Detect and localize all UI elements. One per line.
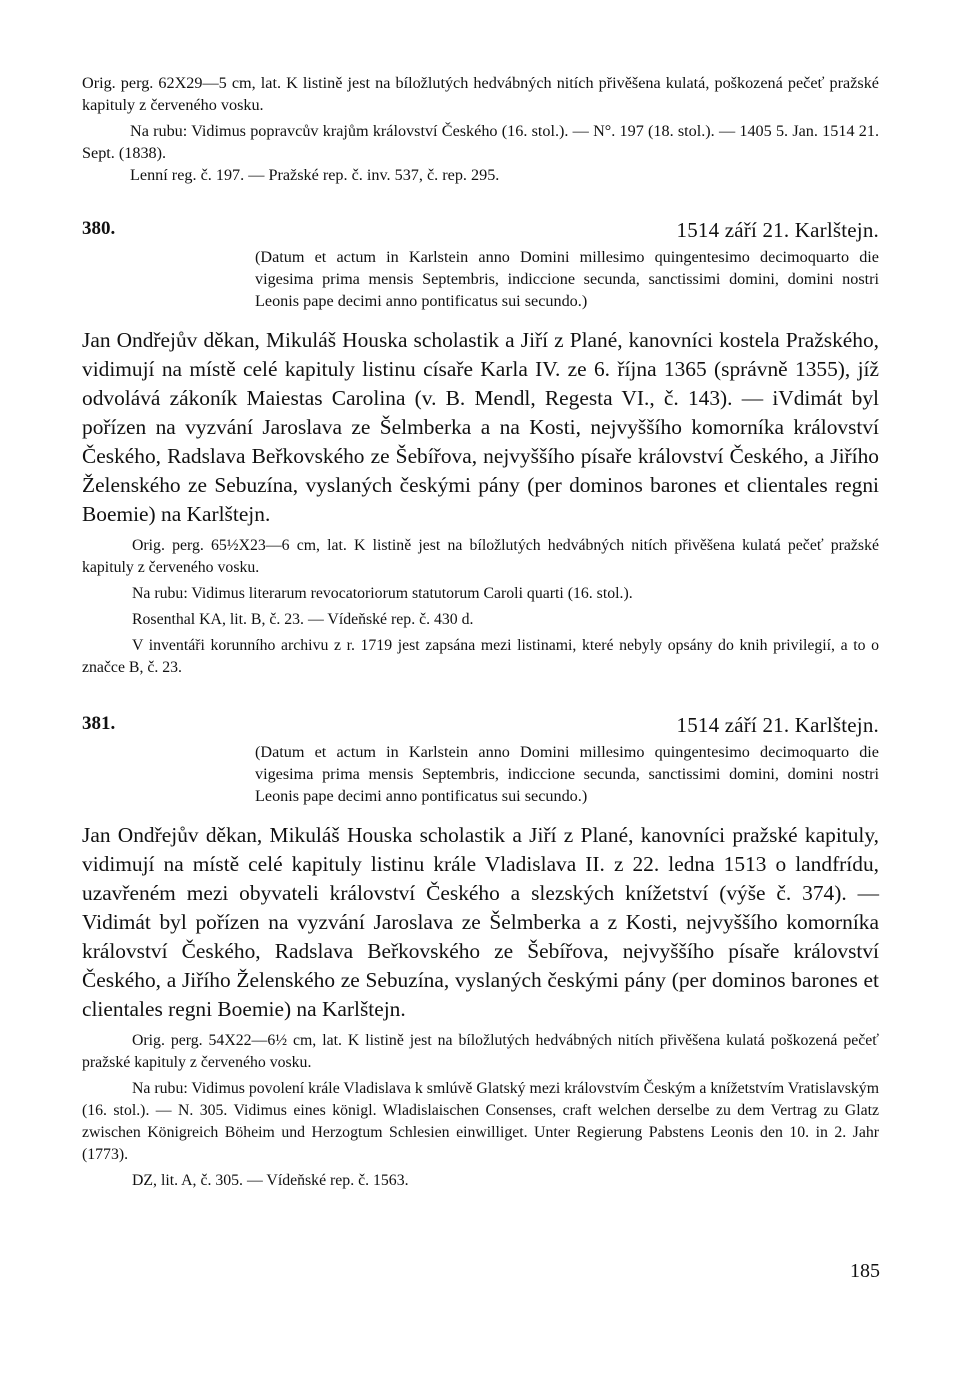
entry-number: 380.: [82, 218, 116, 239]
entry-381: [82, 713, 879, 1192]
entry-note-inventory: V inventáři korunního archivu z r. 1719 jest zapsána mezi listinami, které nebyly opsány do knih privilegií, a to o značce B, č. 23.: [82, 637, 879, 676]
previous-entry-notes: [82, 72, 879, 186]
entry-note-reverse: Na rubu: Vidimus povolení krále Vladislava k smlúvě Glatský mezi královstvím Českým a knížetstvím Vratislavským (16. stol.). — N. 305. Vidimus eines königl. Wladislaischen Consenses, craft welchen derselbe zu dem Vertrag zu Glatz zwischen Königreich Böheim und Herzogtum Schlesien einwilliget. Unter Regierung Pabstens Leonis den 10. in 2. Jahr (1773).: [82, 1080, 879, 1163]
entry-note-references: DZ, lit. A, č. 305. — Vídeňské rep. č. 1563.: [132, 1172, 409, 1189]
entry-date-place: 1514 září 21. Karlštejn.: [676, 218, 879, 242]
note-original-description: Orig. perg. 62X29—5 cm, lat. K listině jest na bíložlutých hedvábných nitích přivěšena kulatá, poškozená pečeť pražské kapituly z červeného vosku.: [82, 74, 879, 114]
note-registry-references: Lenní reg. č. 197. — Pražské rep. č. inv. 537, č. rep. 295.: [130, 166, 500, 184]
note-reverse-side: Na rubu: Vidimus popravcův krajům království Českého (16. stol.). — N°. 197 (18. stol.). — 1405 5. Jan. 1514 21. Sept. (1838).: [82, 122, 879, 162]
page-number: 185: [850, 1260, 880, 1282]
entry-regest: Jan Ondřejův děkan, Mikuláš Houska scholastik a Jiří z Plané, kanovníci kostela Pražského, vidimují na místě celé kapituly listinu císaře Karla IV. ze 6. října 1365 (správně 1355), jíž odvolává zákoník Maiestas Carolina (v. B. Mendl, Regesta VI., č. 143). — iVdimát byl pořízen na vyzvání Jaroslava ze Šelmberka a na Kosti, nejvyššího komorníka království Českého, Radslava Beřkovského ze Šebířova, nejvyššího písaře království Českého, a Jiřího Želenského ze Sebuzína, vyslaných českými pány (per dominos barones et clientales regni Boemie) na Karlštejn.: [82, 328, 879, 526]
entry-note-references: Rosenthal KA, lit. B, č. 23. — Vídeňské rep. č. 430 d.: [132, 611, 474, 628]
entry-heading: [82, 218, 879, 254]
entry-regest: Jan Ondřejův děkan, Mikuláš Houska scholastik a Jiří z Plané, kanovníci pražské kapituly, vidimují na místě celé kapituly listinu krále Vladislava II. z 22. ledna 1513 o landfrídu, uzavřeném mezi obyvateli království Českého a slezských knížetství (výše č. 374). — Vidimát byl pořízen na vyzvání Jaroslava ze Šelmberka a z Kosti, nejvyššího komorníka království Českého, Radslava Beřkovského ze Šebířova, nejvyššího písaře království Českého, a Jiřího Želenského ze Sebuzína, vyslaných českými pány (per dominos barones et clientales regni Boemie) na Karlštejn.: [82, 823, 879, 1021]
document-page: [82, 72, 879, 1196]
entry-datum-latin: (Datum et actum in Karlstein anno Domini millesimo quingentesimo decimoquarto die vigesima prima mensis Septembris, indiccione secunda, sanctissimi domini, domini nostri Leonis pape decimi anno pontificatus sui secundo.): [255, 248, 879, 310]
entry-datum-latin: (Datum et actum in Karlstein anno Domini millesimo quingentesimo decimoquarto die vigesima prima mensis Septembris, indiccione secunda, sanctissimi domini, domini nostri Leonis pape decimi anno pontificatus sui secundo.): [255, 743, 879, 805]
entry-number: 381.: [82, 713, 116, 734]
entry-note-reverse: Na rubu: Vidimus literarum revocatoriorum statutorum Caroli quarti (16. stol.).: [132, 585, 633, 602]
entry-note-original: Orig. perg. 54X22—6½ cm, lat. K listině jest na bíložlutých hedvábných nitích přivěšena kulatá poškozená pečeť pražské kapituly z červeného vosku.: [82, 1032, 879, 1071]
entry-heading: [82, 713, 879, 749]
entry-380: [82, 218, 879, 679]
entry-note-original: Orig. perg. 65½X23—6 cm, lat. K listině jest na bíložlutých hedvábných nitích přivěšena kulatá pečeť pražské kapituly z červeného vosku.: [82, 537, 879, 576]
entry-date-place: 1514 září 21. Karlštejn.: [676, 713, 879, 737]
